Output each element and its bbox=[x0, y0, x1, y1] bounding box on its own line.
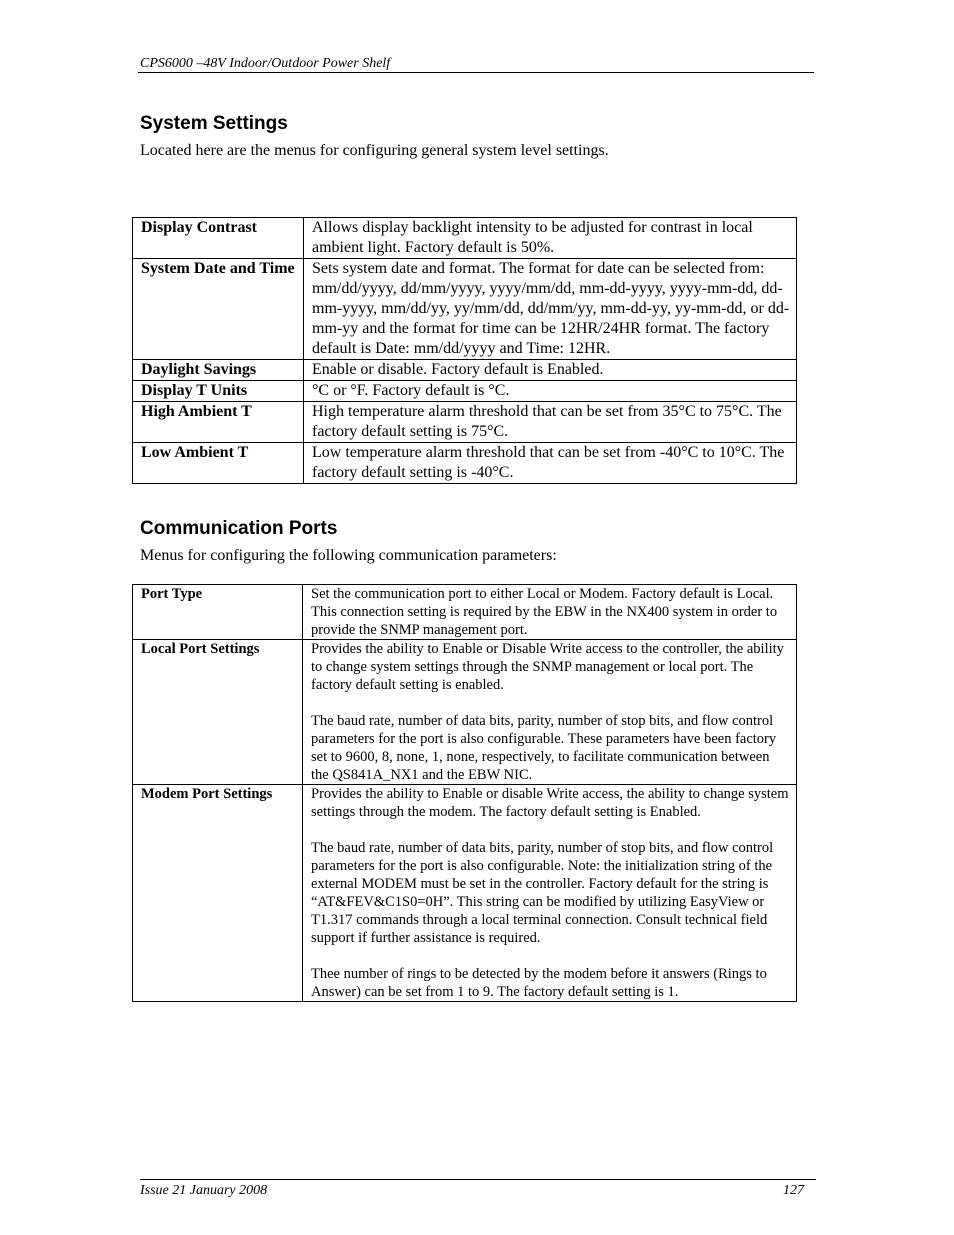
setting-label: Low Ambient T bbox=[133, 443, 304, 484]
system-settings-intro: Located here are the menus for configuring general system level settings. bbox=[140, 142, 609, 159]
port-paragraph: The baud rate, number of data bits, parity, number of stop bits, and flow control parameters for the port is also configurable. Note: the initialization string of the external MODEM must be set in the controller. Factory default for the string is “AT&FEV&C1S0=0H”. This string can be modified by utilizing EasyView or T1.317 commands through a local terminal connection. Consult technical field support if further assistance is required. bbox=[311, 840, 774, 946]
setting-label: Display Contrast bbox=[133, 218, 304, 259]
port-paragraph: Thee number of rings to be detected by the modem before it answers (Rings to Answer) can be set from 1 to 9. The factory default setting is 1. bbox=[311, 966, 767, 1000]
footer-rule bbox=[140, 1179, 816, 1180]
system-settings-heading: System Settings bbox=[140, 113, 288, 134]
communication-ports-intro: Menus for configuring the following communication parameters: bbox=[140, 547, 557, 564]
port-description bbox=[303, 585, 797, 640]
table-row bbox=[133, 585, 797, 640]
port-paragraph: The baud rate, number of data bits, parity, number of stop bits, and flow control parameters for the port is also configurable. These parameters have been factory set to 9600, 8, none, 1, none, respectively, to facilitate communication between the QS841A_NX1 and the EBW NIC. bbox=[311, 713, 777, 783]
port-label: Modem Port Settings bbox=[133, 785, 303, 1002]
communication-ports-table bbox=[132, 584, 797, 1002]
port-paragraph: Set the communication port to either Local or Modem. Factory default is Local. This connection setting is required by the EBW in the NX400 system in order to provide the SNMP management port. bbox=[311, 586, 778, 638]
table-row bbox=[133, 381, 797, 402]
setting-label: System Date and Time bbox=[133, 259, 304, 360]
setting-label: High Ambient T bbox=[133, 402, 304, 443]
table-row bbox=[133, 360, 797, 381]
setting-label: Daylight Savings bbox=[133, 360, 304, 381]
setting-description: High temperature alarm threshold that can be set from 35°C to 75°C. The factory default setting is 75°C. bbox=[304, 402, 797, 443]
setting-description: Allows display backlight intensity to be adjusted for contrast in local ambient light. Factory default is 50%. bbox=[304, 218, 797, 259]
system-settings-table bbox=[132, 217, 797, 484]
table-row bbox=[133, 443, 797, 484]
port-description bbox=[303, 785, 797, 1002]
header-rule bbox=[138, 72, 814, 73]
setting-description: Sets system date and format. The format for date can be selected from: mm/dd/yyyy, dd/mm/yyyy, yyyy/mm/dd, mm-dd-yyyy, yyyy-mm-dd, dd-mm-yyyy, mm/dd/yy, yy/mm/dd, dd/mm/yy, mm-dd-yy, yy-mm-dd, or dd-mm-yy and the format for time can be 12HR/24HR format. The factory default is Date: mm/dd/yyyy and Time: 12HR. bbox=[304, 259, 797, 360]
setting-description: °C or °F. Factory default is °C. bbox=[304, 381, 797, 402]
setting-label: Display T Units bbox=[133, 381, 304, 402]
table-row bbox=[133, 785, 797, 1002]
port-paragraph: Provides the ability to Enable or Disable Write access to the controller, the ability to change system settings through the SNMP management or local port. The factory default setting is enabled. bbox=[311, 641, 784, 693]
port-paragraph: Provides the ability to Enable or disable Write access, the ability to change system settings through the modem. The factory default setting is Enabled. bbox=[311, 786, 789, 820]
footer-issue: Issue 21 January 2008 bbox=[140, 1183, 268, 1198]
port-description bbox=[303, 640, 797, 785]
table-row bbox=[133, 402, 797, 443]
page-number: 127 bbox=[783, 1183, 804, 1198]
table-row bbox=[133, 218, 797, 259]
port-label: Local Port Settings bbox=[133, 640, 303, 785]
table-row bbox=[133, 640, 797, 785]
running-header: CPS6000 –48V Indoor/Outdoor Power Shelf bbox=[140, 56, 391, 71]
setting-description: Low temperature alarm threshold that can be set from -40°C to 10°C. The factory default setting is -40°C. bbox=[304, 443, 797, 484]
table-row bbox=[133, 259, 797, 360]
communication-ports-heading: Communication Ports bbox=[140, 518, 338, 539]
port-label: Port Type bbox=[133, 585, 303, 640]
setting-description: Enable or disable. Factory default is Enabled. bbox=[304, 360, 797, 381]
